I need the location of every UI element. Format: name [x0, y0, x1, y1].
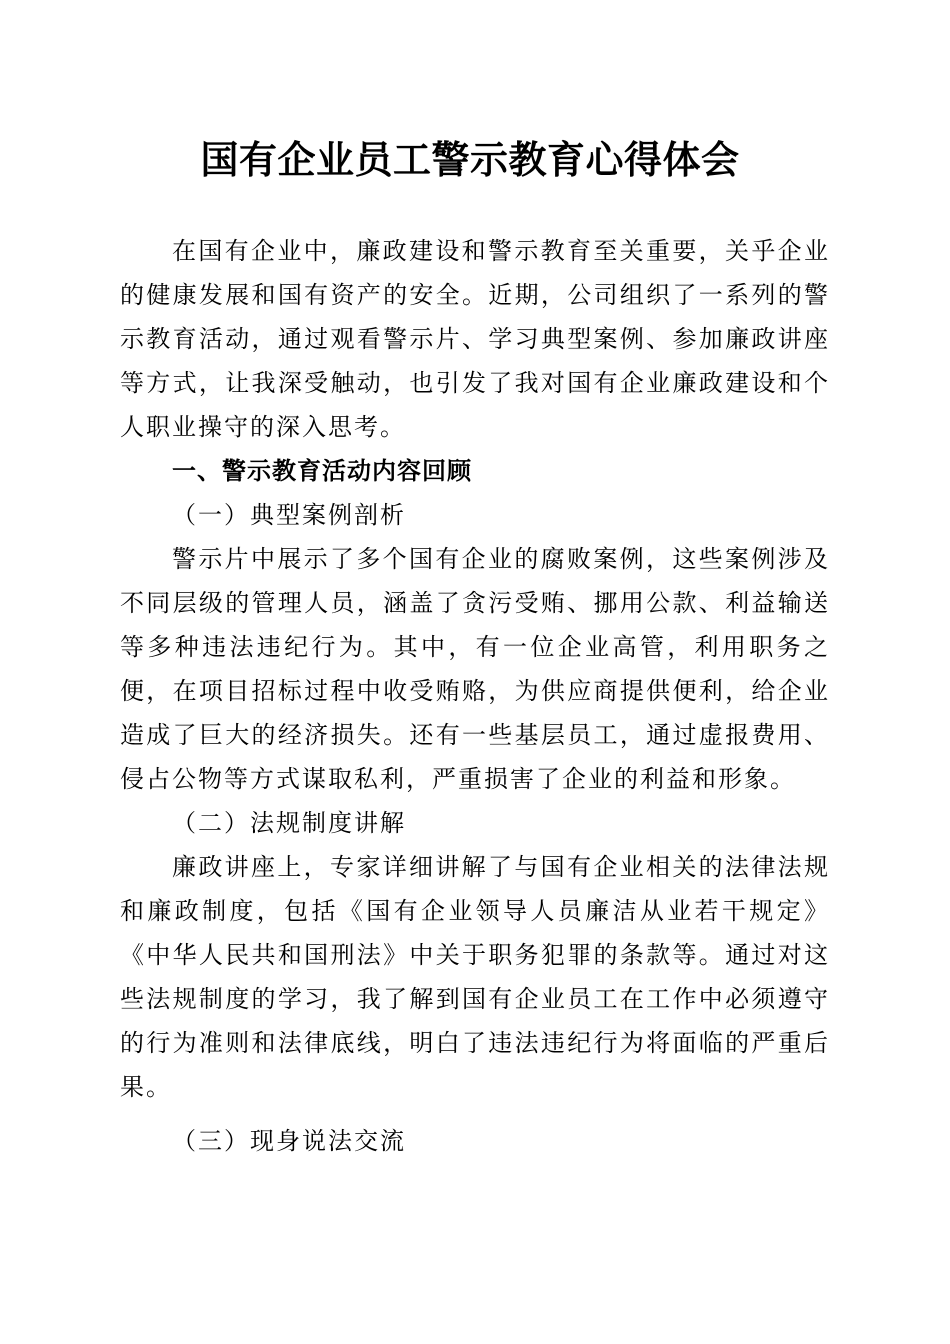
- case-analysis-paragraph: 警示片中展示了多个国有企业的腐败案例，这些案例涉及不同层级的管理人员，涵盖了贪污受贿、挪用公款、利益输送等多种违法违纪行为。其中，有一位企业高管，利用职务之便，在项目招标过程中收受贿赂，为供应商提供便利，给企业造成了巨大的经济损失。还有一些基层员工，通过虚报费用、侵占公物等方式谋取私利，严重损害了企业的利益和形象。: [120, 545, 830, 793]
- document-body: [120, 229, 830, 1163]
- subsection-heading: （三）现身说法交流: [172, 1127, 406, 1155]
- subsection-heading: （二）法规制度讲解: [172, 809, 406, 837]
- subsection-heading: （一）典型案例剖析: [172, 501, 406, 529]
- regulation-paragraph: 廉政讲座上，专家详细讲解了与国有企业相关的法律法规和廉政制度，包括《国有企业领导人员廉洁从业若干规定》《中华人民共和国刑法》中关于职务犯罪的条款等。通过对这些法规制度的学习，我了解到国有企业员工在工作中必须遵守的行为准则和法律底线，明白了违法违纪行为将面临的严重后果。: [120, 853, 830, 1101]
- document-title: 国有企业员工警示教育心得体会: [200, 137, 740, 182]
- paragraph-gap: [120, 1109, 830, 1119]
- intro-paragraph: 在国有企业中，廉政建设和警示教育至关重要，关乎企业的健康发展和国有资产的安全。近期，公司组织了一系列的警示教育活动，通过观看警示片、学习典型案例、参加廉政讲座等方式，让我深受触动，也引发了我对国有企业廉政建设和个人职业操守的深入思考。: [120, 237, 830, 441]
- section-heading: 一、警示教育活动内容回顾: [172, 457, 472, 485]
